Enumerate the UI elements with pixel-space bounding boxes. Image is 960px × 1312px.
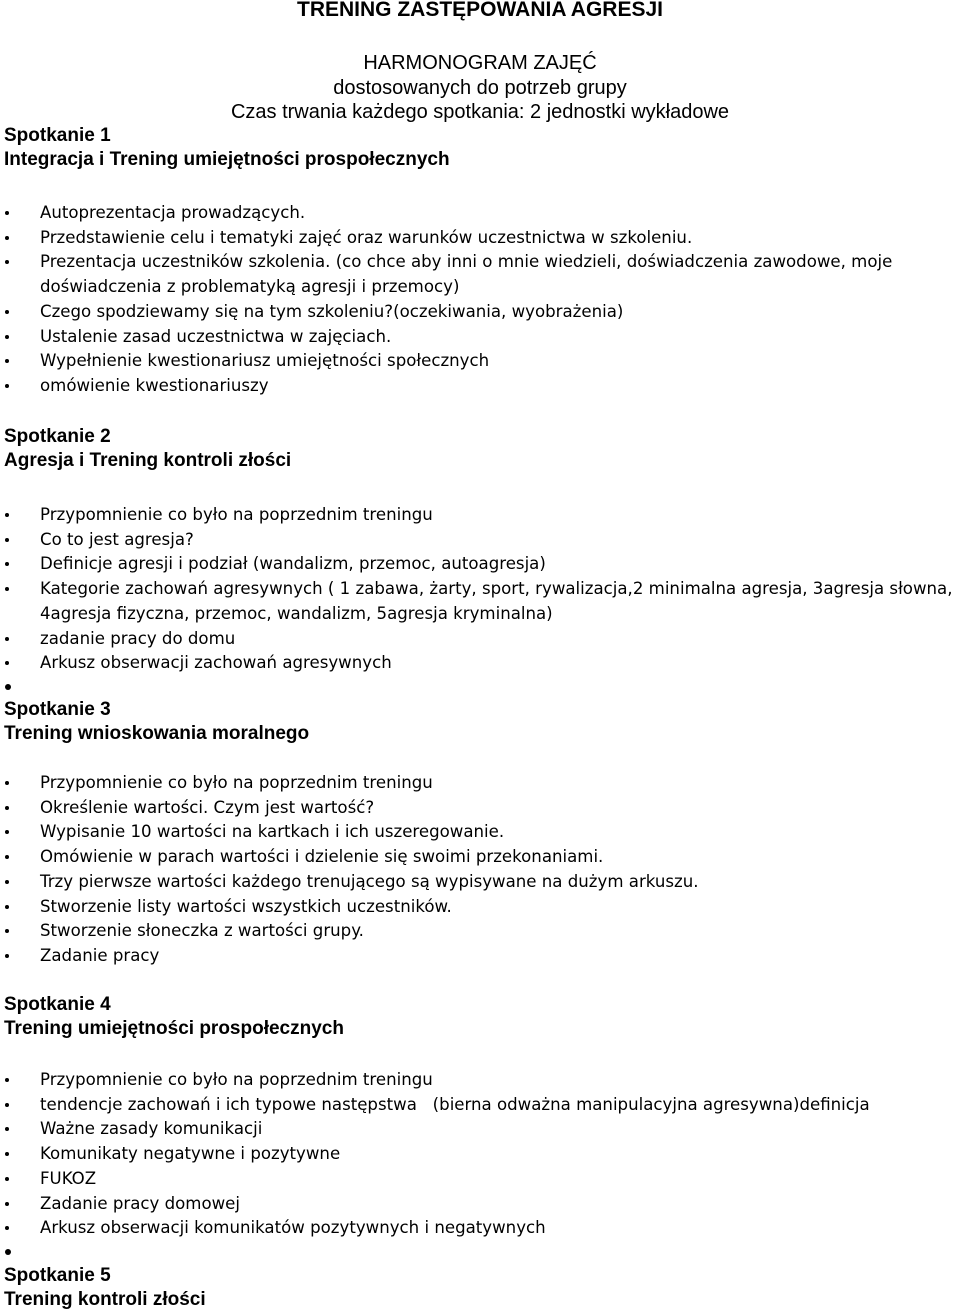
bullet-icon <box>5 587 9 591</box>
list-item <box>0 325 960 350</box>
list-item <box>0 1093 960 1118</box>
bullet-icon <box>5 359 9 363</box>
list-item <box>0 250 960 299</box>
bullet-icon <box>5 855 9 859</box>
list-item <box>0 1216 960 1241</box>
list-item-text: zadanie pracy do domu <box>40 628 236 648</box>
list-item <box>0 1068 960 1093</box>
list-item-text: Trzy pierwsze wartości każdego trenującego są wypisywane na dużym arkuszu. <box>40 871 699 891</box>
list-item <box>0 627 960 652</box>
list-item-text: FUKOZ <box>40 1168 97 1188</box>
list-item-text: Czego spodziewamy się na tym szkoleniu?(oczekiwania, wyobrażenia) <box>40 301 624 321</box>
list-item-text: Autoprezentacja prowadzących. <box>40 203 306 222</box>
bullet-icon <box>5 1249 11 1255</box>
list-item <box>0 300 960 325</box>
list-item-text: Arkusz obserwacji zachowań agresywnych <box>40 653 392 673</box>
list-item <box>0 1241 960 1266</box>
list-item <box>0 1167 960 1192</box>
list-item-text: Wypełnienie kwestionariusz umiejętności społecznych <box>40 351 490 371</box>
meeting-3-topic: Trening wnioskowania moralnego <box>4 723 310 744</box>
list-item-text: Kategorie zachowań agresywnych ( 1 zabawa, żarty, sport, rywalizacja,2 minimalna agresja, 3agresja słowna, 4agresja fizyczna, przemoc, wandalizm, 5agresja kryminalna) <box>40 579 953 623</box>
meeting-1-list <box>0 201 960 399</box>
bullet-icon <box>5 562 9 566</box>
meeting-4-list <box>0 1068 960 1266</box>
bullet-icon <box>5 1078 9 1082</box>
schedule-title: HARMONOGRAM ZAJĘĆ <box>363 52 597 74</box>
bullet-icon <box>5 335 9 339</box>
bullet-icon <box>5 806 9 810</box>
list-item <box>0 870 960 895</box>
bullet-icon <box>5 1202 9 1206</box>
list-item <box>0 503 960 528</box>
bullet-icon <box>5 310 9 314</box>
list-item-text: Stworzenie słoneczka z wartości grupy. <box>40 921 364 941</box>
list-item-text: Stworzenie listy wartości wszystkich uczestników. <box>40 896 452 916</box>
list-item <box>0 796 960 821</box>
list-item <box>0 226 960 251</box>
bullet-icon <box>5 513 9 517</box>
list-item-text: Wypisanie 10 wartości na kartkach i ich uszeregowanie. <box>40 822 505 842</box>
list-item-text: Arkusz obserwacji komunikatów pozytywnych i negatywnych <box>40 1218 546 1238</box>
list-item-text: Przypomnienie co było na poprzednim treningu <box>40 505 433 524</box>
bullet-icon <box>5 260 9 264</box>
meeting-4-topic: Trening umiejętności prospołecznych <box>4 1018 344 1039</box>
list-item <box>0 1117 960 1142</box>
list-item <box>0 201 960 226</box>
bullet-icon <box>5 236 9 240</box>
list-item-text: tendencje zachowań i ich typowe następstwa (bierna odważna manipulacyjna agresywna)definicja <box>40 1094 870 1114</box>
bullet-icon <box>5 1103 9 1107</box>
list-item <box>0 651 960 676</box>
list-item <box>0 771 960 796</box>
meeting-5-topic: Trening kontroli złości <box>4 1289 206 1310</box>
list-item-text: Zadanie pracy <box>40 945 160 965</box>
schedule-subtitle: dostosowanych do potrzeb grupy <box>333 77 627 99</box>
list-item <box>0 349 960 374</box>
list-item <box>0 845 960 870</box>
bullet-icon <box>5 1127 9 1131</box>
list-item-text: Przypomnienie co było na poprzednim treningu <box>40 773 433 792</box>
bullet-icon <box>5 211 9 215</box>
bullet-icon <box>5 637 9 641</box>
meeting-2-topic: Agresja i Trening kontroli złości <box>4 450 292 471</box>
list-item-text: Omówienie w parach wartości i dzielenie się swoimi przekonaniami. <box>40 847 604 867</box>
list-item <box>0 374 960 399</box>
list-item-text: Co to jest agresja? <box>40 529 194 549</box>
meeting-3-list <box>0 771 960 969</box>
list-item <box>0 528 960 553</box>
list-item <box>0 676 960 701</box>
list-item-text: Ważne zasady komunikacji <box>40 1119 263 1139</box>
meeting-2-label: Spotkanie 2 <box>4 426 111 447</box>
bullet-icon <box>5 954 9 958</box>
meeting-1-label: Spotkanie 1 <box>4 125 111 146</box>
list-item <box>0 919 960 944</box>
meeting-2-list <box>0 503 960 701</box>
bullet-icon <box>5 781 9 785</box>
bullet-icon <box>5 905 9 909</box>
bullet-icon <box>5 929 9 933</box>
list-item-text: Zadanie pracy domowej <box>40 1193 240 1213</box>
list-item-text: omówienie kwestionariuszy <box>40 375 269 395</box>
bullet-icon <box>5 1152 9 1156</box>
document-title: TRENING ZASTĘPOWANIA AGRESJI <box>297 0 663 21</box>
bullet-icon <box>5 684 11 690</box>
bullet-icon <box>5 1177 9 1181</box>
list-item <box>0 1142 960 1167</box>
list-item <box>0 944 960 969</box>
bullet-icon <box>5 880 9 884</box>
bullet-icon <box>5 538 9 542</box>
list-item <box>0 820 960 845</box>
list-item-text: Komunikaty negatywne i pozytywne <box>40 1144 341 1164</box>
meeting-5-label: Spotkanie 5 <box>4 1265 111 1286</box>
list-item-text: Prezentacja uczestników szkolenia. (co chce aby inni o mnie wiedzieli, doświadczenia zawodowe, moje doświadczenia z problematyką agresji i przemocy) <box>40 252 893 297</box>
list-item-text: Przypomnienie co było na poprzednim treningu <box>40 1070 433 1089</box>
bullet-icon <box>5 1226 9 1230</box>
meeting-duration: Czas trwania każdego spotkania: 2 jednostki wykładowe <box>230 101 730 123</box>
list-item-text: Przedstawienie celu i tematyki zajęć oraz warunków uczestnictwa w szkoleniu. <box>40 227 693 247</box>
list-item-text: Określenie wartości. Czym jest wartość? <box>40 797 375 817</box>
list-item <box>0 1192 960 1217</box>
list-item <box>0 552 960 577</box>
bullet-icon <box>5 830 9 834</box>
meeting-4-label: Spotkanie 4 <box>4 994 111 1015</box>
list-item-text: Ustalenie zasad uczestnictwa w zajęciach. <box>40 326 392 346</box>
meeting-3-label: Spotkanie 3 <box>4 699 111 720</box>
list-item <box>0 895 960 920</box>
list-item-text: Definicje agresji i podział (wandalizm, przemoc, autoagresja) <box>40 554 546 574</box>
meeting-1-topic: Integracja i Trening umiejętności prospołecznych <box>4 149 450 170</box>
bullet-icon <box>5 661 9 665</box>
list-item <box>0 577 960 626</box>
bullet-icon <box>5 384 9 388</box>
